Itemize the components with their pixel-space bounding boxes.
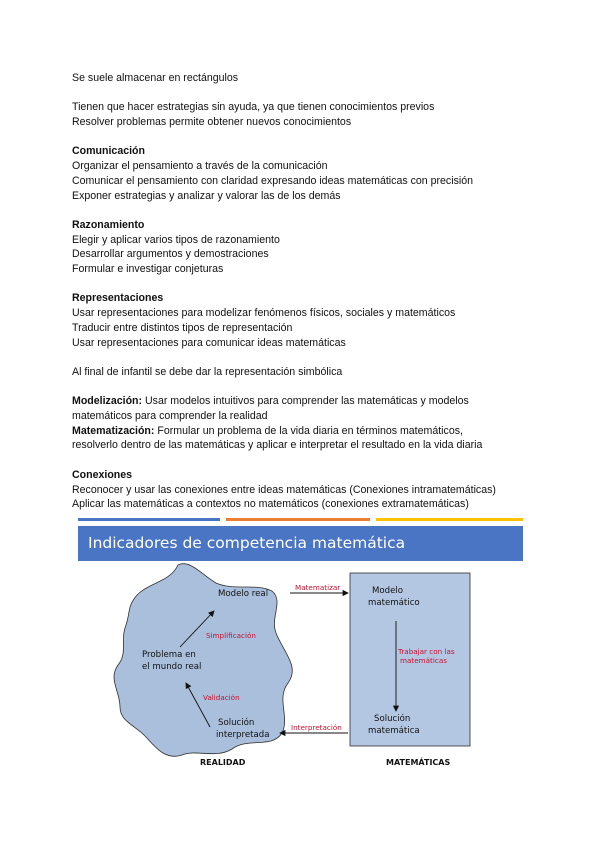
modeling-cycle-diagram [78, 561, 523, 768]
problem-solving-line: Resolver problemas permite obtener nuevos conocimientos [72, 116, 352, 129]
label-validacion: Validación [203, 693, 240, 702]
document-body [72, 71, 532, 512]
problem-solving-line: Tienen que hacer estrategias sin ayuda, ya que tienen conocimientos previos [72, 101, 435, 114]
modelizacion-text: Usar modelos intuitivos para comprender las matemáticas y modelos [145, 395, 469, 408]
bar-orange [226, 518, 370, 521]
list-item: Comunicar el pensamiento con claridad expresando ideas matemáticas con precisión [72, 174, 474, 187]
matematizacion-term: Matematización: [72, 424, 155, 437]
node-solucion-matematica-line-2: matemática [368, 726, 420, 736]
region-label-realidad: REALIDAD [200, 758, 246, 767]
node-solucion-interpretada-line-1: Solución [218, 718, 255, 728]
list-item: Formular e investigar conjeturas [72, 263, 224, 276]
modelizacion-line-2: matemáticos para comprender la realidad [72, 410, 268, 423]
modelizacion-term: Modelización: [72, 395, 143, 408]
node-modelo-real: Modelo real [218, 589, 269, 599]
bar-yellow [376, 518, 523, 521]
section-heading-conexiones: Conexiones [72, 468, 133, 481]
node-problema-line-2: el mundo real [142, 662, 202, 672]
bar-blue [78, 518, 220, 521]
list-item: Traducir entre distintos tipos de representación [72, 321, 293, 334]
node-solucion-interpretada-line-2: interpretada [216, 730, 270, 740]
list-item: Aplicar las matemáticas a contextos no matemáticos (conexiones extramatemáticas) [72, 498, 469, 511]
figure-title: Indicadores de competencia matemática [78, 526, 523, 561]
section-heading-comunicacion: Comunicación [72, 145, 145, 158]
final-note: Al final de infantil se debe dar la representación simbólica [72, 365, 343, 378]
list-item: Elegir y aplicar varios tipos de razonamiento [72, 233, 280, 246]
section-heading-razonamiento: Razonamiento [72, 218, 145, 231]
list-item: Usar representaciones para comunicar ideas matemáticas [72, 336, 346, 349]
node-modelo-matematico-line-1: Modelo [372, 586, 404, 596]
label-trabajar-line-2: matemáticas [400, 656, 447, 665]
list-item: Exponer estrategias y analizar y valorar las de los demás [72, 189, 341, 202]
competency-figure [78, 518, 523, 768]
label-matematizar: Matematizar [295, 583, 341, 592]
label-trabajar-line-1: Trabajar con las [398, 647, 455, 656]
list-item: Usar representaciones para modelizar fenómenos físicos, sociales y matemáticos [72, 307, 456, 320]
label-simplificacion: Simplificación [206, 631, 256, 640]
intro-line: Se suele almacenar en rectángulos [72, 72, 239, 84]
modelizacion-line [72, 394, 532, 409]
region-label-matematicas: MATEMÁTICAS [386, 758, 451, 767]
matematizacion-line [72, 424, 532, 439]
list-item: Desarrollar argumentos y demostraciones [72, 248, 269, 261]
color-bars [78, 518, 523, 522]
list-item: Reconocer y usar las conexiones entre ideas matemáticas (Conexiones intramatemáticas) [72, 483, 496, 496]
matematizacion-line-2: resolverlo dentro de las matemáticas y aplicar e interpretar el resultado en la vida diaria [72, 439, 483, 452]
node-solucion-matematica-line-1: Solución [374, 714, 411, 724]
list-item: Organizar el pensamiento a través de la comunicación [72, 160, 328, 173]
node-problema-line-1: Problema en [142, 650, 196, 660]
node-modelo-matematico-line-2: matemático [368, 598, 420, 608]
section-heading-representaciones: Representaciones [72, 292, 164, 305]
matematizacion-text: Formular un problema de la vida diaria en términos matemáticos, [157, 424, 463, 437]
label-interpretacion: Interpretación [291, 723, 342, 732]
